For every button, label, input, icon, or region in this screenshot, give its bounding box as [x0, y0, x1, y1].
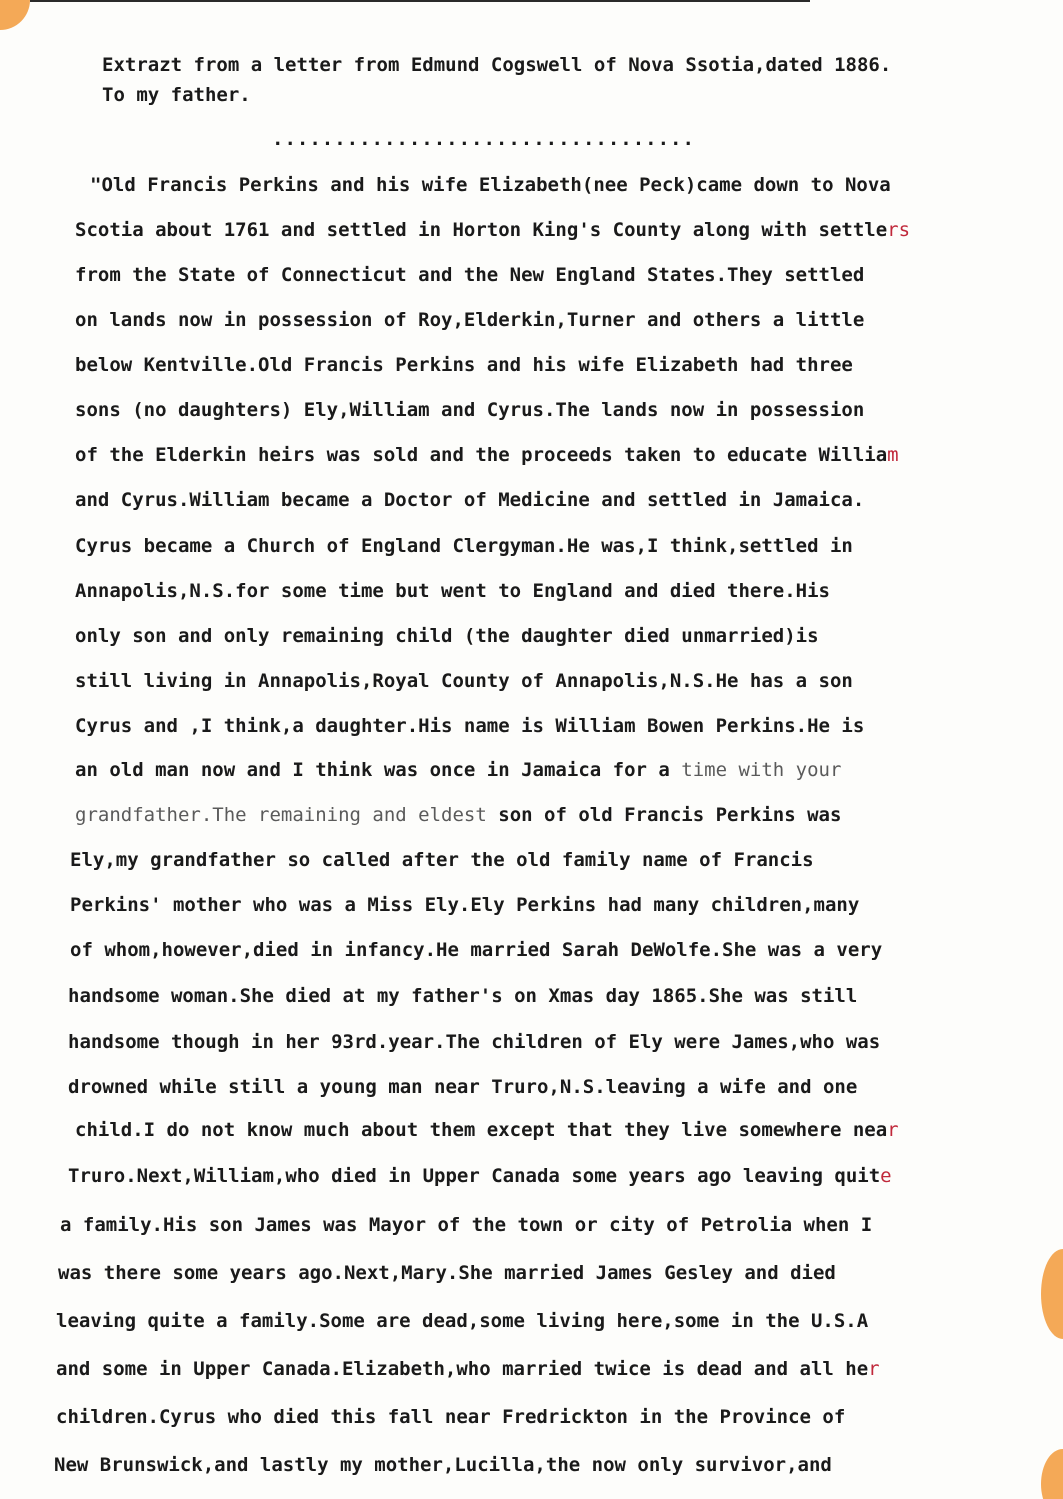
tape-mark-bottom-right [1041, 1449, 1063, 1499]
body-line-13: Cyrus and ,I think,a daughter.His name is William Bowen Perkins.He is [75, 715, 865, 737]
faded-text: time with your [681, 759, 842, 781]
header-line-1: Extrazt from a letter from Edmund Cogswell of Nova Ssotia,dated 1886. [102, 54, 892, 76]
body-line-24: a family.His son James was Mayor of the town or city of Petrolia when I [60, 1214, 873, 1236]
body-line-22: child.I do not know much about them except that they live somewhere near [75, 1119, 899, 1141]
handwritten-correction: rs [887, 219, 911, 241]
body-line-28: children.Cyrus who died this fall near Fredrickton in the Province of [56, 1406, 846, 1428]
body-line-15: grandfather.The remaining and eldest son of old Francis Perkins was [75, 804, 842, 826]
body-line-17: Perkins' mother who was a Miss Ely.Ely Perkins had many children,many [70, 894, 860, 916]
body-line-23: Truro.Next,William,who died in Upper Canada some years ago leaving quite [68, 1165, 892, 1187]
body-line-6: sons (no daughters) Ely,William and Cyrus.The lands now in possession [75, 399, 865, 421]
header-line-2: To my father. [102, 84, 251, 106]
body-line-3: from the State of Connecticut and the New England States.They settled [75, 264, 865, 286]
body-line-11: only son and only remaining child (the daughter died unmarried)is [75, 625, 819, 647]
body-line-10: Annapolis,N.S.for some time but went to England and died there.His [75, 580, 830, 602]
tape-mark-top-left [0, 0, 30, 30]
body-line-20: handsome though in her 93rd.year.The children of Ely were James,who was [68, 1031, 881, 1053]
body-line-4: on lands now in possession of Roy,Elderkin,Turner and others a little [75, 309, 865, 331]
separator-dots: .................................. [272, 128, 695, 150]
body-line-19: handsome woman.She died at my father's on Xmas day 1865.She was still [68, 985, 858, 1007]
body-line-26: leaving quite a family.Some are dead,some living here,some in the U.S.A [56, 1310, 869, 1332]
body-line-14: an old man now and I think was once in Jamaica for a time with your [75, 759, 842, 781]
body-line-1: "Old Francis Perkins and his wife Elizabeth(nee Peck)came down to Nova [90, 174, 891, 196]
body-line-9: Cyrus became a Church of England Clergyman.He was,I think,settled in [75, 535, 853, 557]
body-line-29: New Brunswick,and lastly my mother,Lucilla,the now only survivor,and [54, 1454, 832, 1476]
handwritten-correction: r [887, 1119, 899, 1141]
handwritten-correction: e [880, 1165, 892, 1187]
body-line-8: and Cyrus.William became a Doctor of Medicine and settled in Jamaica. [75, 489, 865, 511]
body-line-2: Scotia about 1761 and settled in Horton King's County along with settlers [75, 219, 911, 241]
letter-header [102, 50, 891, 110]
handwritten-correction: r [868, 1358, 880, 1380]
body-line-21: drowned while still a young man near Truro,N.S.leaving a wife and one [68, 1076, 858, 1098]
body-line-7: of the Elderkin heirs was sold and the proceeds taken to educate William [75, 444, 899, 466]
page-top-edge [30, 0, 810, 2]
body-line-16: Ely,my grandfather so called after the old family name of Francis [70, 849, 814, 871]
body-line-5: below Kentville.Old Francis Perkins and his wife Elizabeth had three [75, 354, 853, 376]
body-line-12: still living in Annapolis,Royal County of Annapolis,N.S.He has a son [75, 670, 853, 692]
handwritten-correction: m [887, 444, 899, 466]
body-line-18: of whom,however,died in infancy.He married Sarah DeWolfe.She was a very [70, 939, 883, 961]
body-line-27: and some in Upper Canada.Elizabeth,who married twice is dead and all her [56, 1358, 880, 1380]
body-line-25: was there some years ago.Next,Mary.She married James Gesley and died [58, 1262, 836, 1284]
faded-text: grandfather.The remaining and eldest [75, 804, 499, 826]
tape-mark-right [1041, 1249, 1063, 1339]
